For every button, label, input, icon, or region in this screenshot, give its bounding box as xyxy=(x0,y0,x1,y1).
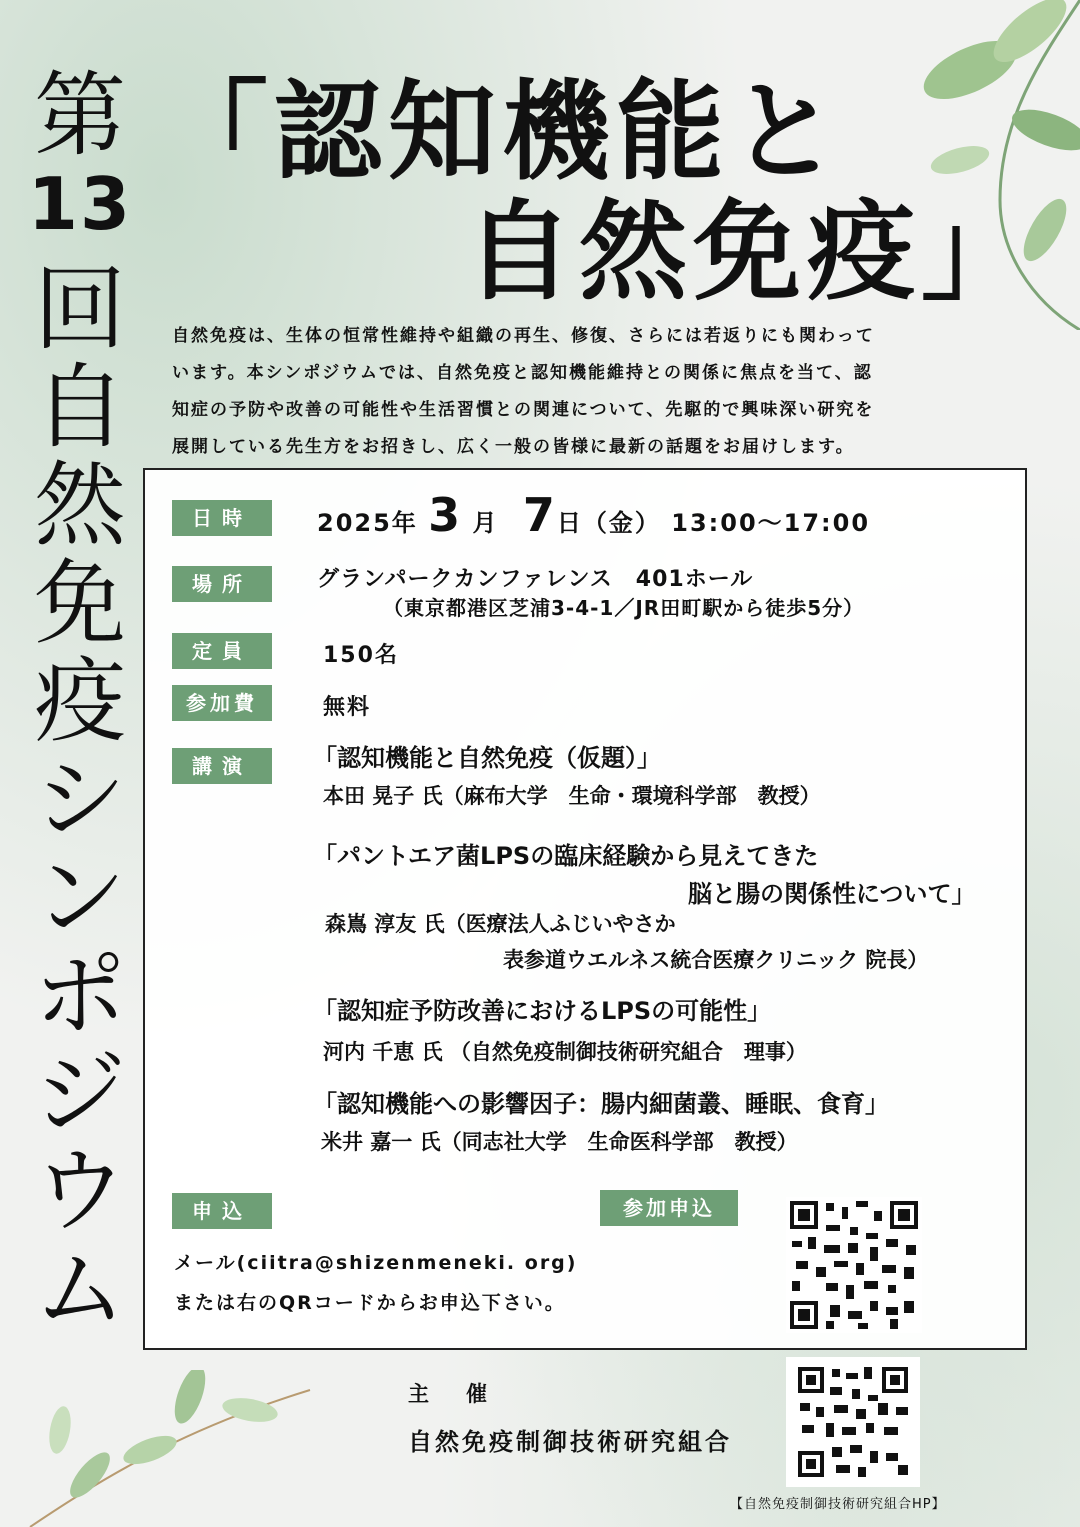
lecture-title: 「認知機能と自然免疫（仮題）」 xyxy=(313,744,661,772)
info-box xyxy=(143,468,1027,1350)
vertical-title-char: 第 xyxy=(33,62,126,169)
date-month-unit: 月 xyxy=(472,509,499,537)
vertical-title-char: 然 xyxy=(33,452,126,559)
datetime-label: 日時 xyxy=(172,500,272,536)
venue-name: グランパークカンファレンス 401ホール xyxy=(317,567,754,592)
date-year: 2025年 xyxy=(317,509,418,537)
vertical-title-char: 自 xyxy=(33,354,126,461)
vertical-title-char: シ xyxy=(33,746,126,853)
date-month: 3 xyxy=(428,488,463,542)
date-weekday: （金） xyxy=(582,509,661,537)
intro-line: 自然免疫は、生体の恒常性維持や組織の再生、修復、さらには若返りにも関わって xyxy=(172,326,875,346)
intro-line: 知症の予防や改善の可能性や生活習慣との関連について、先駆的で興味深い研究を xyxy=(172,400,875,420)
vertical-title-char: 疫 xyxy=(33,648,126,755)
date-day-unit: 日 xyxy=(556,509,583,537)
lectures-label: 講演 xyxy=(172,748,272,784)
organizer-qr-caption: 【自然免疫制御技術研究組合HP】 xyxy=(730,1497,946,1512)
apply-instruction: または右のQRコードからお申込下さい。 xyxy=(174,1292,566,1314)
lecture-speaker-cont: 表参道ウエルネス統合医療クリニック 院長） xyxy=(503,948,929,972)
date-day: 7 xyxy=(522,488,557,542)
datetime-value xyxy=(317,488,870,542)
capacity-value: 150名 xyxy=(323,643,399,668)
vertical-title-char: 免 xyxy=(33,550,126,657)
vertical-title-char: ポ xyxy=(33,942,126,1049)
vertical-title-char: 回 xyxy=(33,256,126,363)
vertical-title-char: ウ xyxy=(33,1138,126,1245)
lecture-title: 「パントエア菌LPSの臨床経験から見えてきた xyxy=(313,842,819,870)
fee-value: 無料 xyxy=(323,695,372,720)
organizer-label: 主 催 xyxy=(408,1382,495,1406)
apply-label: 申込 xyxy=(172,1193,272,1229)
lecture-speaker: 本田 晃子 氏（麻布大学 生命・環境科学部 教授） xyxy=(323,784,821,808)
apply-email[interactable]: メール(ciitra@shizenmeneki. org) xyxy=(174,1252,578,1274)
main-title-line2: 自然免疫」 xyxy=(465,190,1036,315)
organizer-name: 自然免疫制御技術研究組合 xyxy=(408,1428,732,1456)
lecture-title: 「認知機能への影響因子：腸内細菌叢、睡眠、食育」 xyxy=(313,1090,889,1118)
venue-address: （東京都港区芝浦3-4-1／JR田町駅から徒歩5分） xyxy=(383,596,865,620)
apply-button[interactable]: 参加申込 xyxy=(600,1190,738,1226)
intro-line: 展開している先生方をお招きし、広く一般の皆様に最新の話題をお届けします。 xyxy=(172,437,855,457)
fee-label: 参加費 xyxy=(172,685,272,721)
leaf-branch-bottom-left xyxy=(20,1370,320,1527)
vertical-title-char: ジ xyxy=(33,1040,126,1147)
lecture-title-cont: 脳と腸の関係性について」 xyxy=(688,880,976,908)
intro-paragraph xyxy=(172,318,972,466)
vertical-title-char: ム xyxy=(33,1236,126,1343)
capacity-label: 定員 xyxy=(172,633,272,669)
intro-line: います。本シンポジウムでは、自然免疫と認知機能維持との関係に焦点を当て、認 xyxy=(172,363,873,383)
date-time: 13:00～17:00 xyxy=(671,509,871,537)
apply-qr-code[interactable] xyxy=(786,1197,922,1333)
vertical-title-number: 13 xyxy=(27,162,133,246)
vertical-title-char: ン xyxy=(33,844,126,951)
lecture-speaker: 米井 嘉一 氏（同志社大学 生命医科学部 教授） xyxy=(321,1130,798,1154)
venue-label: 場所 xyxy=(172,566,272,602)
organizer-qr-code[interactable] xyxy=(786,1357,920,1487)
vertical-title xyxy=(20,62,140,1343)
main-title-line1: 「認知機能と xyxy=(160,70,845,195)
lecture-speaker: 河内 千恵 氏 （自然免疫制御技術研究組合 理事） xyxy=(323,1040,807,1064)
lecture-speaker: 森嶌 淳友 氏（医療法人ふじいやさか xyxy=(325,912,676,936)
lecture-title: 「認知症予防改善におけるLPSの可能性」 xyxy=(313,997,772,1025)
